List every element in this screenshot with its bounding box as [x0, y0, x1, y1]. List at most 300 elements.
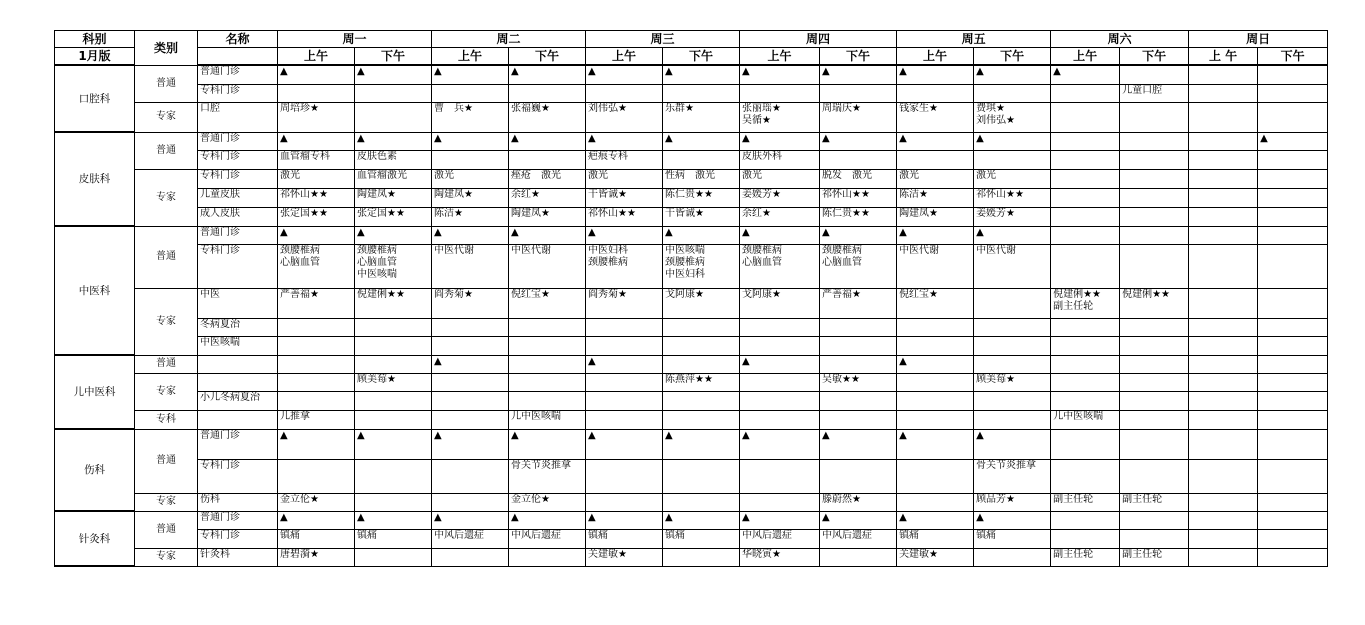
schedule-cell	[820, 548, 897, 566]
schedule-cell	[355, 391, 432, 410]
header-dept: 科别	[55, 31, 135, 48]
schedule-cell	[1258, 429, 1328, 459]
clinic-name-cell: 专科门诊	[198, 244, 278, 288]
schedule-cell: 姜媛芳★	[740, 188, 820, 207]
schedule-cell	[509, 548, 586, 566]
schedule-cell	[897, 318, 974, 336]
clinic-name-cell: 普通门诊	[198, 65, 278, 84]
schedule-cell: 中医代谢	[432, 244, 509, 288]
schedule-cell	[663, 493, 740, 511]
schedule-cell	[278, 355, 355, 373]
schedule-cell	[1189, 355, 1258, 373]
schedule-cell: 中风后遗症	[509, 529, 586, 548]
schedule-cell: ▲	[278, 132, 355, 150]
table-row	[55, 459, 1328, 493]
schedule-cell	[820, 459, 897, 493]
schedule-cell	[355, 318, 432, 336]
schedule-cell	[820, 244, 897, 288]
schedule-cell	[1051, 318, 1120, 336]
schedule-cell	[1189, 493, 1258, 511]
clinic-name-cell: 中医	[198, 288, 278, 318]
schedule-cell	[820, 355, 897, 373]
schedule-cell	[974, 391, 1051, 410]
schedule-cell: ▲	[663, 132, 740, 150]
table-row	[55, 318, 1328, 336]
schedule-cell	[820, 410, 897, 429]
schedule-cell	[1189, 244, 1258, 288]
schedule-cell: 顾美莓★	[355, 373, 432, 391]
schedule-cell	[1258, 207, 1328, 226]
schedule-cell	[1120, 355, 1189, 373]
schedule-cell	[1258, 188, 1328, 207]
schedule-cell	[1189, 102, 1258, 132]
schedule-cell	[432, 410, 509, 429]
schedule-cell: ▲	[897, 132, 974, 150]
schedule-cell: ▲	[974, 65, 1051, 84]
schedule-cell	[509, 150, 586, 169]
schedule-cell	[820, 336, 897, 355]
schedule-cell	[509, 318, 586, 336]
schedule-cell: ▲	[432, 65, 509, 84]
department-cell: 口腔科	[55, 65, 135, 132]
schedule-cell	[1120, 188, 1189, 207]
schedule-cell	[1258, 244, 1328, 288]
schedule-cell: 倪建俐★★	[1120, 288, 1189, 318]
schedule-cell	[1051, 244, 1120, 288]
schedule-cell: 陈仁贵★★	[663, 188, 740, 207]
header-period: 上午	[1051, 48, 1120, 66]
schedule-cell	[1051, 84, 1120, 102]
schedule-cell: ▲	[355, 226, 432, 244]
schedule-cell: ▲	[897, 226, 974, 244]
schedule-cell	[740, 84, 820, 102]
schedule-cell: ▲	[586, 226, 663, 244]
schedule-cell	[897, 410, 974, 429]
schedule-cell	[1051, 169, 1120, 188]
schedule-cell	[278, 84, 355, 102]
schedule-cell: ▲	[974, 511, 1051, 529]
schedule-cell: 干皆诚★	[663, 207, 740, 226]
schedule-cell	[663, 410, 740, 429]
schedule-cell: 陶建凤★	[432, 188, 509, 207]
clinic-name-cell	[198, 410, 278, 429]
schedule-cell: ▲	[586, 429, 663, 459]
schedule-cell: ▲	[278, 226, 355, 244]
schedule-cell	[1189, 529, 1258, 548]
table-row	[55, 511, 1328, 529]
schedule-cell	[974, 150, 1051, 169]
schedule-cell	[1051, 511, 1120, 529]
header-period: 下午	[355, 48, 432, 66]
schedule-cell: 副主任轮	[1120, 493, 1189, 511]
schedule-cell	[432, 373, 509, 391]
schedule-cell: 华晓寅★	[740, 548, 820, 566]
schedule-cell: ▲	[740, 226, 820, 244]
schedule-line: 副主任轮	[1053, 300, 1094, 312]
schedule-cell: 关建敏★	[897, 548, 974, 566]
schedule-cell	[1189, 391, 1258, 410]
schedule-line: 吴循★	[742, 114, 772, 126]
header-period: 下午	[1258, 48, 1328, 66]
schedule-cell: ▲	[897, 355, 974, 373]
schedule-cell	[974, 84, 1051, 102]
schedule-cell: 陶建凤★	[509, 207, 586, 226]
schedule-cell: 骨关节炎推拿	[974, 459, 1051, 493]
schedule-cell: ▲	[820, 511, 897, 529]
schedule-cell: 镇痛	[586, 529, 663, 548]
schedule-cell	[974, 318, 1051, 336]
header-period: 下午	[663, 48, 740, 66]
schedule-cell	[278, 459, 355, 493]
schedule-cell: 疤痕专科	[586, 150, 663, 169]
schedule-cell: 关建敏★	[586, 548, 663, 566]
schedule-cell: 阎秀菊★	[432, 288, 509, 318]
schedule-cell: ▲	[1258, 132, 1328, 150]
schedule-cell: ▲	[509, 226, 586, 244]
schedule-cell: 脱发 激光	[820, 169, 897, 188]
schedule-cell: 激光	[740, 169, 820, 188]
schedule-cell	[1120, 169, 1189, 188]
clinic-name-cell	[198, 355, 278, 373]
schedule-cell: 镇痛	[355, 529, 432, 548]
schedule-cell: ▲	[663, 226, 740, 244]
header-edition: 1月版	[55, 48, 135, 66]
schedule-cell	[1258, 529, 1328, 548]
clinic-name-cell: 专科门诊	[198, 150, 278, 169]
schedule-cell	[355, 84, 432, 102]
schedule-cell: 血管瘤激光	[355, 169, 432, 188]
schedule-cell: 滕蔚然★	[820, 493, 897, 511]
clinic-name-cell: 针灸科	[198, 548, 278, 566]
schedule-cell	[1120, 429, 1189, 459]
schedule-cell	[974, 102, 1051, 132]
schedule-cell: ▲	[432, 355, 509, 373]
schedule-cell: ▲	[740, 65, 820, 84]
schedule-cell: 陈仁贵★★	[820, 207, 897, 226]
schedule-cell: ▲	[820, 65, 897, 84]
schedule-cell	[278, 336, 355, 355]
schedule-cell	[1189, 336, 1258, 355]
schedule-cell: 祁怀山★★	[278, 188, 355, 207]
table-row	[55, 336, 1328, 355]
schedule-cell: 中风后遗症	[820, 529, 897, 548]
schedule-cell	[1120, 336, 1189, 355]
header-day-sun: 周日	[1189, 31, 1328, 48]
schedule-cell	[740, 318, 820, 336]
schedule-cell	[897, 150, 974, 169]
schedule-cell: ▲	[509, 429, 586, 459]
schedule-cell	[1258, 288, 1328, 318]
schedule-cell: 镇痛	[897, 529, 974, 548]
schedule-cell	[355, 459, 432, 493]
category-cell: 专家	[135, 102, 198, 132]
category-cell: 普通	[135, 355, 198, 373]
header-period: 下午	[509, 48, 586, 66]
schedule-cell: ▲	[897, 429, 974, 459]
schedule-cell: ▲	[586, 65, 663, 84]
category-cell: 普通	[135, 65, 198, 102]
schedule-cell: 镇痛	[974, 529, 1051, 548]
department-cell: 中医科	[55, 226, 135, 355]
header-period: 上午	[586, 48, 663, 66]
schedule-cell: 副主任轮	[1051, 548, 1120, 566]
schedule-cell	[432, 318, 509, 336]
clinic-name-cell: 口腔	[198, 102, 278, 132]
schedule-cell: 激光	[432, 169, 509, 188]
schedule-cell	[432, 150, 509, 169]
schedule-cell	[586, 373, 663, 391]
schedule-cell	[1189, 410, 1258, 429]
schedule-cell	[1051, 459, 1120, 493]
schedule-cell: ▲	[509, 511, 586, 529]
schedule-cell: 周瑞庆★	[820, 102, 897, 132]
schedule-cell	[740, 391, 820, 410]
schedule-cell	[586, 318, 663, 336]
schedule-cell	[1258, 373, 1328, 391]
schedule-cell: 激光	[897, 169, 974, 188]
schedule-cell	[663, 391, 740, 410]
table-row	[55, 288, 1328, 318]
schedule-cell: 干皆诚★	[586, 188, 663, 207]
schedule-cell	[740, 102, 820, 132]
schedule-cell: ▲	[820, 429, 897, 459]
schedule-cell: 中医代谢	[509, 244, 586, 288]
schedule-cell: ▲	[740, 511, 820, 529]
schedule-cell: 陶建凤★	[897, 207, 974, 226]
department-cell: 儿中医科	[55, 355, 135, 429]
table-row	[55, 169, 1328, 188]
schedule-cell: 激光	[974, 169, 1051, 188]
schedule-cell: 张定国★★	[278, 207, 355, 226]
schedule-cell: 严善福★	[278, 288, 355, 318]
schedule-cell	[1189, 318, 1258, 336]
header-name-blank	[198, 48, 278, 66]
schedule-cell	[897, 336, 974, 355]
schedule-cell	[432, 391, 509, 410]
schedule-cell: 余红★	[740, 207, 820, 226]
table-row	[55, 188, 1328, 207]
department-cell: 伤科	[55, 429, 135, 511]
schedule-cell: ▲	[586, 355, 663, 373]
schedule-cell: 顾美莓★	[974, 373, 1051, 391]
schedule-line: 中医妇科	[665, 268, 706, 280]
schedule-cell: ▲	[355, 65, 432, 84]
schedule-cell	[663, 150, 740, 169]
category-cell: 专科	[135, 410, 198, 429]
schedule-cell	[1258, 84, 1328, 102]
clinic-name-cell: 伤科	[198, 493, 278, 511]
schedule-cell: 副主任轮	[1120, 548, 1189, 566]
schedule-cell: 倪红宝★	[509, 288, 586, 318]
schedule-line: 中医咳喘	[357, 268, 397, 280]
schedule-cell	[1189, 459, 1258, 493]
schedule-cell: 血管瘤专科	[278, 150, 355, 169]
schedule-cell: 儿推拿	[278, 410, 355, 429]
header-name: 名称	[198, 31, 278, 48]
schedule-cell	[432, 336, 509, 355]
schedule-cell	[509, 84, 586, 102]
schedule-cell	[355, 548, 432, 566]
schedule-cell: 金立伦★	[278, 493, 355, 511]
schedule-cell: 镇痛	[278, 529, 355, 548]
schedule-cell	[355, 336, 432, 355]
schedule-cell	[1189, 65, 1258, 84]
schedule-cell: 中医代谢	[897, 244, 974, 288]
header-category: 类别	[135, 31, 198, 66]
schedule-cell	[355, 102, 432, 132]
clinic-name-cell: 普通门诊	[198, 511, 278, 529]
schedule-cell	[432, 84, 509, 102]
schedule-line: 颈腰椎病	[742, 244, 783, 256]
schedule-cell	[355, 410, 432, 429]
header-day-tue: 周二	[432, 31, 586, 48]
schedule-line: 费琪★	[976, 102, 1006, 114]
schedule-cell	[974, 410, 1051, 429]
header-period: 上 午	[1189, 48, 1258, 66]
header-period: 下午	[974, 48, 1051, 66]
schedule-cell	[1051, 336, 1120, 355]
schedule-line: 颈腰椎病	[822, 244, 863, 256]
category-cell: 专家	[135, 493, 198, 511]
schedule-cell	[740, 244, 820, 288]
schedule-cell: 儿中医咳喘	[1051, 410, 1120, 429]
header-day-mon: 周一	[278, 31, 432, 48]
schedule-cell	[1258, 150, 1328, 169]
schedule-cell	[1258, 169, 1328, 188]
schedule-cell	[1258, 355, 1328, 373]
header-day-wed: 周三	[586, 31, 740, 48]
table-row	[55, 102, 1328, 132]
schedule-cell	[740, 493, 820, 511]
schedule-line: 心脑血管	[280, 256, 320, 268]
clinic-name-cell: 小儿冬病夏治	[198, 391, 278, 410]
schedule-cell: 余红★	[509, 188, 586, 207]
schedule-cell: 张福巍★	[509, 102, 586, 132]
schedule-cell	[278, 318, 355, 336]
schedule-cell: 骨关节炎推拿	[509, 459, 586, 493]
clinic-name-cell: 专科门诊	[198, 529, 278, 548]
schedule-cell	[663, 84, 740, 102]
schedule-cell	[432, 548, 509, 566]
schedule-cell	[663, 318, 740, 336]
schedule-cell: 陶建凤★	[355, 188, 432, 207]
schedule-line: 心脑血管	[822, 256, 863, 268]
schedule-cell	[586, 336, 663, 355]
schedule-cell: ▲	[740, 429, 820, 459]
schedule-cell: 祁怀山★★	[974, 188, 1051, 207]
schedule-cell	[509, 336, 586, 355]
schedule-line: 颈腰椎病	[588, 256, 629, 268]
header-day-fri: 周五	[897, 31, 1051, 48]
schedule-cell	[1051, 391, 1120, 410]
schedule-cell	[820, 391, 897, 410]
schedule-cell: 性病 激光	[663, 169, 740, 188]
schedule-cell: 陈洁★	[897, 188, 974, 207]
table-row	[55, 529, 1328, 548]
schedule-cell: 钱家生★	[897, 102, 974, 132]
schedule-line: 倪建俐★★	[1053, 288, 1102, 300]
table-row	[55, 391, 1328, 410]
schedule-cell	[355, 493, 432, 511]
header-row-days	[55, 31, 1328, 48]
header-day-sat: 周六	[1051, 31, 1189, 48]
schedule-line: 颈腰椎病	[357, 244, 397, 256]
schedule-cell	[1189, 226, 1258, 244]
table-row	[55, 548, 1328, 566]
schedule-cell: ▲	[432, 226, 509, 244]
table-row	[55, 493, 1328, 511]
schedule-line: 颈腰椎病	[280, 244, 320, 256]
schedule-cell	[586, 84, 663, 102]
schedule-cell: 曹 兵★	[432, 102, 509, 132]
schedule-cell: 唐碧漪★	[278, 548, 355, 566]
schedule-cell: 镇痛	[663, 529, 740, 548]
schedule-cell	[1189, 188, 1258, 207]
schedule-cell	[1120, 511, 1189, 529]
schedule-cell	[740, 373, 820, 391]
schedule-cell: 戈阿康★	[663, 288, 740, 318]
schedule-cell	[820, 318, 897, 336]
schedule-cell	[1051, 207, 1120, 226]
schedule-cell	[1189, 511, 1258, 529]
schedule-cell: ▲	[278, 429, 355, 459]
table-row	[55, 84, 1328, 102]
schedule-cell: 激光	[586, 169, 663, 188]
clinic-schedule-table	[54, 30, 1328, 567]
schedule-cell: ▲	[663, 511, 740, 529]
schedule-cell	[974, 355, 1051, 373]
schedule-cell: 祁怀山★★	[820, 188, 897, 207]
schedule-cell: ▲	[897, 511, 974, 529]
schedule-cell	[1258, 65, 1328, 84]
table-row	[55, 65, 1328, 84]
schedule-cell	[897, 493, 974, 511]
schedule-cell	[1051, 226, 1120, 244]
schedule-cell: 中风后遗症	[432, 529, 509, 548]
schedule-cell	[1189, 429, 1258, 459]
clinic-name-cell: 儿童皮肤	[198, 188, 278, 207]
schedule-cell: 乐群★	[663, 102, 740, 132]
schedule-cell	[820, 84, 897, 102]
schedule-cell	[897, 391, 974, 410]
schedule-cell: 吴敏★★	[820, 373, 897, 391]
header-period: 下午	[820, 48, 897, 66]
schedule-cell	[1051, 188, 1120, 207]
schedule-cell	[1120, 410, 1189, 429]
schedule-cell	[1120, 529, 1189, 548]
schedule-cell: 皮肤外科	[740, 150, 820, 169]
schedule-cell: 祁怀山★★	[586, 207, 663, 226]
schedule-cell	[663, 548, 740, 566]
schedule-cell	[586, 493, 663, 511]
header-period: 上午	[278, 48, 355, 66]
header-period: 上午	[740, 48, 820, 66]
schedule-cell: 中医代谢	[974, 244, 1051, 288]
schedule-cell	[974, 548, 1051, 566]
schedule-cell	[1189, 150, 1258, 169]
schedule-cell	[1120, 207, 1189, 226]
schedule-cell	[1258, 336, 1328, 355]
schedule-cell: 刘伟弘★	[586, 102, 663, 132]
table-row	[55, 226, 1328, 244]
schedule-cell: ▲	[432, 511, 509, 529]
schedule-cell: ▲	[586, 511, 663, 529]
schedule-cell	[509, 355, 586, 373]
table-row	[55, 429, 1328, 459]
schedule-cell: 张定国★★	[355, 207, 432, 226]
schedule-cell	[1258, 459, 1328, 493]
schedule-cell: 顾品芳★	[974, 493, 1051, 511]
